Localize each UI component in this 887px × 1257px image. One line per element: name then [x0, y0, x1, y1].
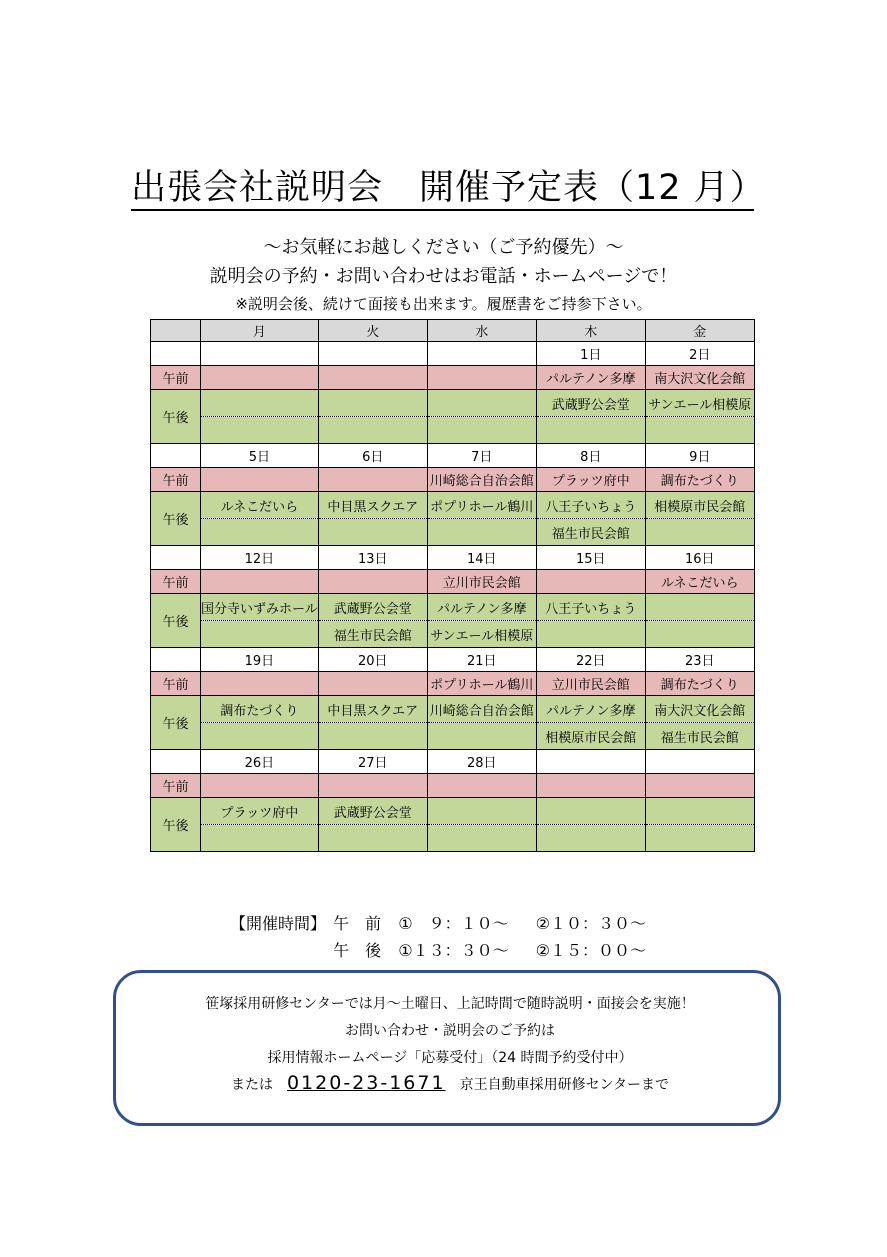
am-venue-cell [201, 672, 319, 696]
am-venue-cell [645, 774, 754, 798]
pm-venue-cell: 福生市民会館 [536, 519, 645, 546]
date-cell: 1日 [536, 342, 645, 366]
date-cell: 22日 [536, 648, 645, 672]
pm-venue-cell [536, 621, 645, 648]
date-row-label [151, 342, 201, 366]
pm-venue-cell [645, 519, 754, 546]
info-line1: 笹塚採用研修センターでは月～土曜日、上記時間で随時説明・面接会を実施！ [205, 996, 695, 1012]
am-venue-cell [427, 774, 536, 798]
pm-row-2 [151, 825, 755, 852]
pm-venue-cell: ポプリホール鶴川 [427, 492, 536, 519]
am-row [151, 570, 755, 594]
pm-row-2 [151, 723, 755, 750]
pm-row-1 [151, 594, 755, 621]
am-row [151, 672, 755, 696]
pm-label: 午後 [151, 696, 201, 750]
pm-row-2 [151, 621, 755, 648]
info-line2: お問い合わせ・説明会のご予約は [345, 1023, 555, 1039]
date-cell [201, 342, 319, 366]
am-venue-cell: プラッツ府中 [536, 468, 645, 492]
pm-venue-cell: 相模原市民会館 [536, 723, 645, 750]
pm-venue-cell [645, 594, 754, 621]
info-line3: 採用情報ホームページ「応募受付」（24 時間予約受付中） [267, 1050, 633, 1066]
am-row [151, 774, 755, 798]
date-cell: 5日 [201, 444, 319, 468]
date-row [151, 750, 755, 774]
date-row [151, 444, 755, 468]
pm-venue-cell [427, 417, 536, 444]
am-row [151, 468, 755, 492]
subtitle-note: ※説明会後、続けて面接も出来ます。履歴書をご持参下さい。 [235, 295, 652, 313]
title-underline [131, 209, 754, 211]
pm-venue-cell [427, 519, 536, 546]
am-venue-cell [201, 468, 319, 492]
times-pm-2: ②１５：００～ [535, 941, 647, 960]
pm-venue-cell: 武蔵野公会堂 [318, 594, 427, 621]
pm-venue-cell [201, 390, 319, 417]
pm-venue-cell: 南大沢文化会館 [645, 696, 754, 723]
pm-label: 午後 [151, 798, 201, 852]
date-cell [536, 750, 645, 774]
pm-label: 午後 [151, 594, 201, 648]
day-header: 木 [536, 320, 645, 342]
date-cell: 23日 [645, 648, 754, 672]
page-title: 出張会社説明会 開催予定表（12 月） [131, 168, 766, 208]
info-line4-suffix: 京王自動車採用研修センターまで [459, 1077, 670, 1093]
am-venue-cell: ポプリホール鶴川 [427, 672, 536, 696]
info-box [113, 970, 781, 1126]
pm-venue-cell: 福生市民会館 [318, 621, 427, 648]
am-label: 午前 [151, 570, 201, 594]
pm-venue-cell [318, 417, 427, 444]
date-cell: 26日 [201, 750, 319, 774]
pm-venue-cell: 調布たづくり [201, 696, 319, 723]
times-pm-1: ①１３：３０～ [398, 941, 509, 960]
date-cell: 28日 [427, 750, 536, 774]
pm-row-1 [151, 798, 755, 825]
subtitle-contact: 説明会の予約・お問い合わせはお電話・ホームページで！ [209, 266, 678, 287]
times-label: 【開催時間】 [230, 914, 327, 933]
am-label: 午前 [151, 672, 201, 696]
header-corner [151, 320, 201, 342]
info-line4 [116, 1072, 784, 1094]
schedule-table [150, 319, 755, 852]
date-row-label [151, 546, 201, 570]
pm-venue-cell [645, 417, 754, 444]
pm-venue-cell [427, 798, 536, 825]
info-line4-prefix: または [230, 1077, 273, 1093]
header-row [151, 320, 755, 342]
pm-venue-cell [536, 825, 645, 852]
am-venue-cell: ルネこだいら [645, 570, 754, 594]
am-venue-cell: 調布たづくり [645, 468, 754, 492]
pm-venue-cell: 八王子いちょう [536, 594, 645, 621]
date-cell: 12日 [201, 546, 319, 570]
am-label: 午前 [151, 774, 201, 798]
date-cell: 19日 [201, 648, 319, 672]
am-venue-cell: 調布たづくり [645, 672, 754, 696]
date-cell: 16日 [645, 546, 754, 570]
pm-venue-cell: 武蔵野公会堂 [536, 390, 645, 417]
date-cell [645, 750, 754, 774]
am-venue-cell [427, 366, 536, 390]
times-am-row [230, 911, 646, 934]
phone-number[interactable]: 0120-23-1671 [286, 1072, 446, 1094]
pm-venue-cell: 中目黒スクエア [318, 492, 427, 519]
pm-venue-cell: 国分寺いずみホール [201, 594, 319, 621]
am-venue-cell [536, 774, 645, 798]
pm-row-2 [151, 519, 755, 546]
date-row [151, 648, 755, 672]
am-venue-cell [318, 366, 427, 390]
date-cell: 8日 [536, 444, 645, 468]
pm-venue-cell [536, 798, 645, 825]
times-pm-label: 午 後 [333, 941, 382, 960]
pm-row-1 [151, 492, 755, 519]
pm-venue-cell [201, 417, 319, 444]
pm-venue-cell [318, 519, 427, 546]
date-cell [318, 342, 427, 366]
am-venue-cell: パルテノン多摩 [536, 366, 645, 390]
times-am-2: ②１０：３０～ [535, 914, 647, 933]
times-pm-row [230, 938, 646, 961]
pm-venue-cell [427, 723, 536, 750]
pm-venue-cell [427, 825, 536, 852]
times-am-1: ① ９：１０～ [398, 914, 509, 933]
pm-venue-cell [201, 723, 319, 750]
am-venue-cell: 川崎総合自治会館 [427, 468, 536, 492]
subtitle-invite: ～お気軽にお越しください（ご予約優先）～ [263, 237, 624, 258]
date-row [151, 342, 755, 366]
am-venue-cell [318, 468, 427, 492]
pm-venue-cell [645, 825, 754, 852]
pm-venue-cell: ルネこだいら [201, 492, 319, 519]
date-cell: 7日 [427, 444, 536, 468]
pm-venue-cell: 川崎総合自治会館 [427, 696, 536, 723]
pm-row-2 [151, 417, 755, 444]
pm-venue-cell: 相模原市民会館 [645, 492, 754, 519]
date-row-label [151, 648, 201, 672]
date-cell: 27日 [318, 750, 427, 774]
pm-venue-cell: 中目黒スクエア [318, 696, 427, 723]
pm-label: 午後 [151, 390, 201, 444]
pm-venue-cell [318, 390, 427, 417]
date-cell: 15日 [536, 546, 645, 570]
date-cell: 6日 [318, 444, 427, 468]
pm-venue-cell [201, 621, 319, 648]
pm-venue-cell: パルテノン多摩 [536, 696, 645, 723]
date-cell: 14日 [427, 546, 536, 570]
date-row-label [151, 750, 201, 774]
am-venue-cell [201, 774, 319, 798]
pm-venue-cell [645, 621, 754, 648]
am-label: 午前 [151, 468, 201, 492]
date-cell: 2日 [645, 342, 754, 366]
date-cell: 13日 [318, 546, 427, 570]
pm-venue-cell: パルテノン多摩 [427, 594, 536, 621]
am-venue-cell: 立川市民会館 [536, 672, 645, 696]
date-cell: 21日 [427, 648, 536, 672]
day-header: 月 [201, 320, 319, 342]
pm-venue-cell: 福生市民会館 [645, 723, 754, 750]
pm-venue-cell: 武蔵野公会堂 [318, 798, 427, 825]
am-venue-cell [318, 570, 427, 594]
pm-row-1 [151, 696, 755, 723]
times-am-label: 午 前 [333, 914, 382, 933]
am-venue-cell: 立川市民会館 [427, 570, 536, 594]
am-venue-cell: 南大沢文化会館 [645, 366, 754, 390]
am-row [151, 366, 755, 390]
am-label: 午前 [151, 366, 201, 390]
pm-venue-cell: プラッツ府中 [201, 798, 319, 825]
date-row [151, 546, 755, 570]
pm-venue-cell [645, 798, 754, 825]
date-row-label [151, 444, 201, 468]
pm-venue-cell [201, 519, 319, 546]
pm-row-1 [151, 390, 755, 417]
day-header: 水 [427, 320, 536, 342]
am-venue-cell [318, 774, 427, 798]
am-venue-cell [201, 366, 319, 390]
am-venue-cell [536, 570, 645, 594]
day-header: 火 [318, 320, 427, 342]
pm-venue-cell: サンエール相模原 [645, 390, 754, 417]
pm-venue-cell [427, 390, 536, 417]
date-cell: 9日 [645, 444, 754, 468]
pm-venue-cell: 八王子いちょう [536, 492, 645, 519]
day-header: 金 [645, 320, 754, 342]
date-cell: 20日 [318, 648, 427, 672]
pm-venue-cell [318, 825, 427, 852]
pm-venue-cell: サンエール相模原 [427, 621, 536, 648]
pm-venue-cell [201, 825, 319, 852]
pm-venue-cell [318, 723, 427, 750]
date-cell [427, 342, 536, 366]
am-venue-cell [201, 570, 319, 594]
pm-label: 午後 [151, 492, 201, 546]
pm-venue-cell [536, 417, 645, 444]
am-venue-cell [318, 672, 427, 696]
